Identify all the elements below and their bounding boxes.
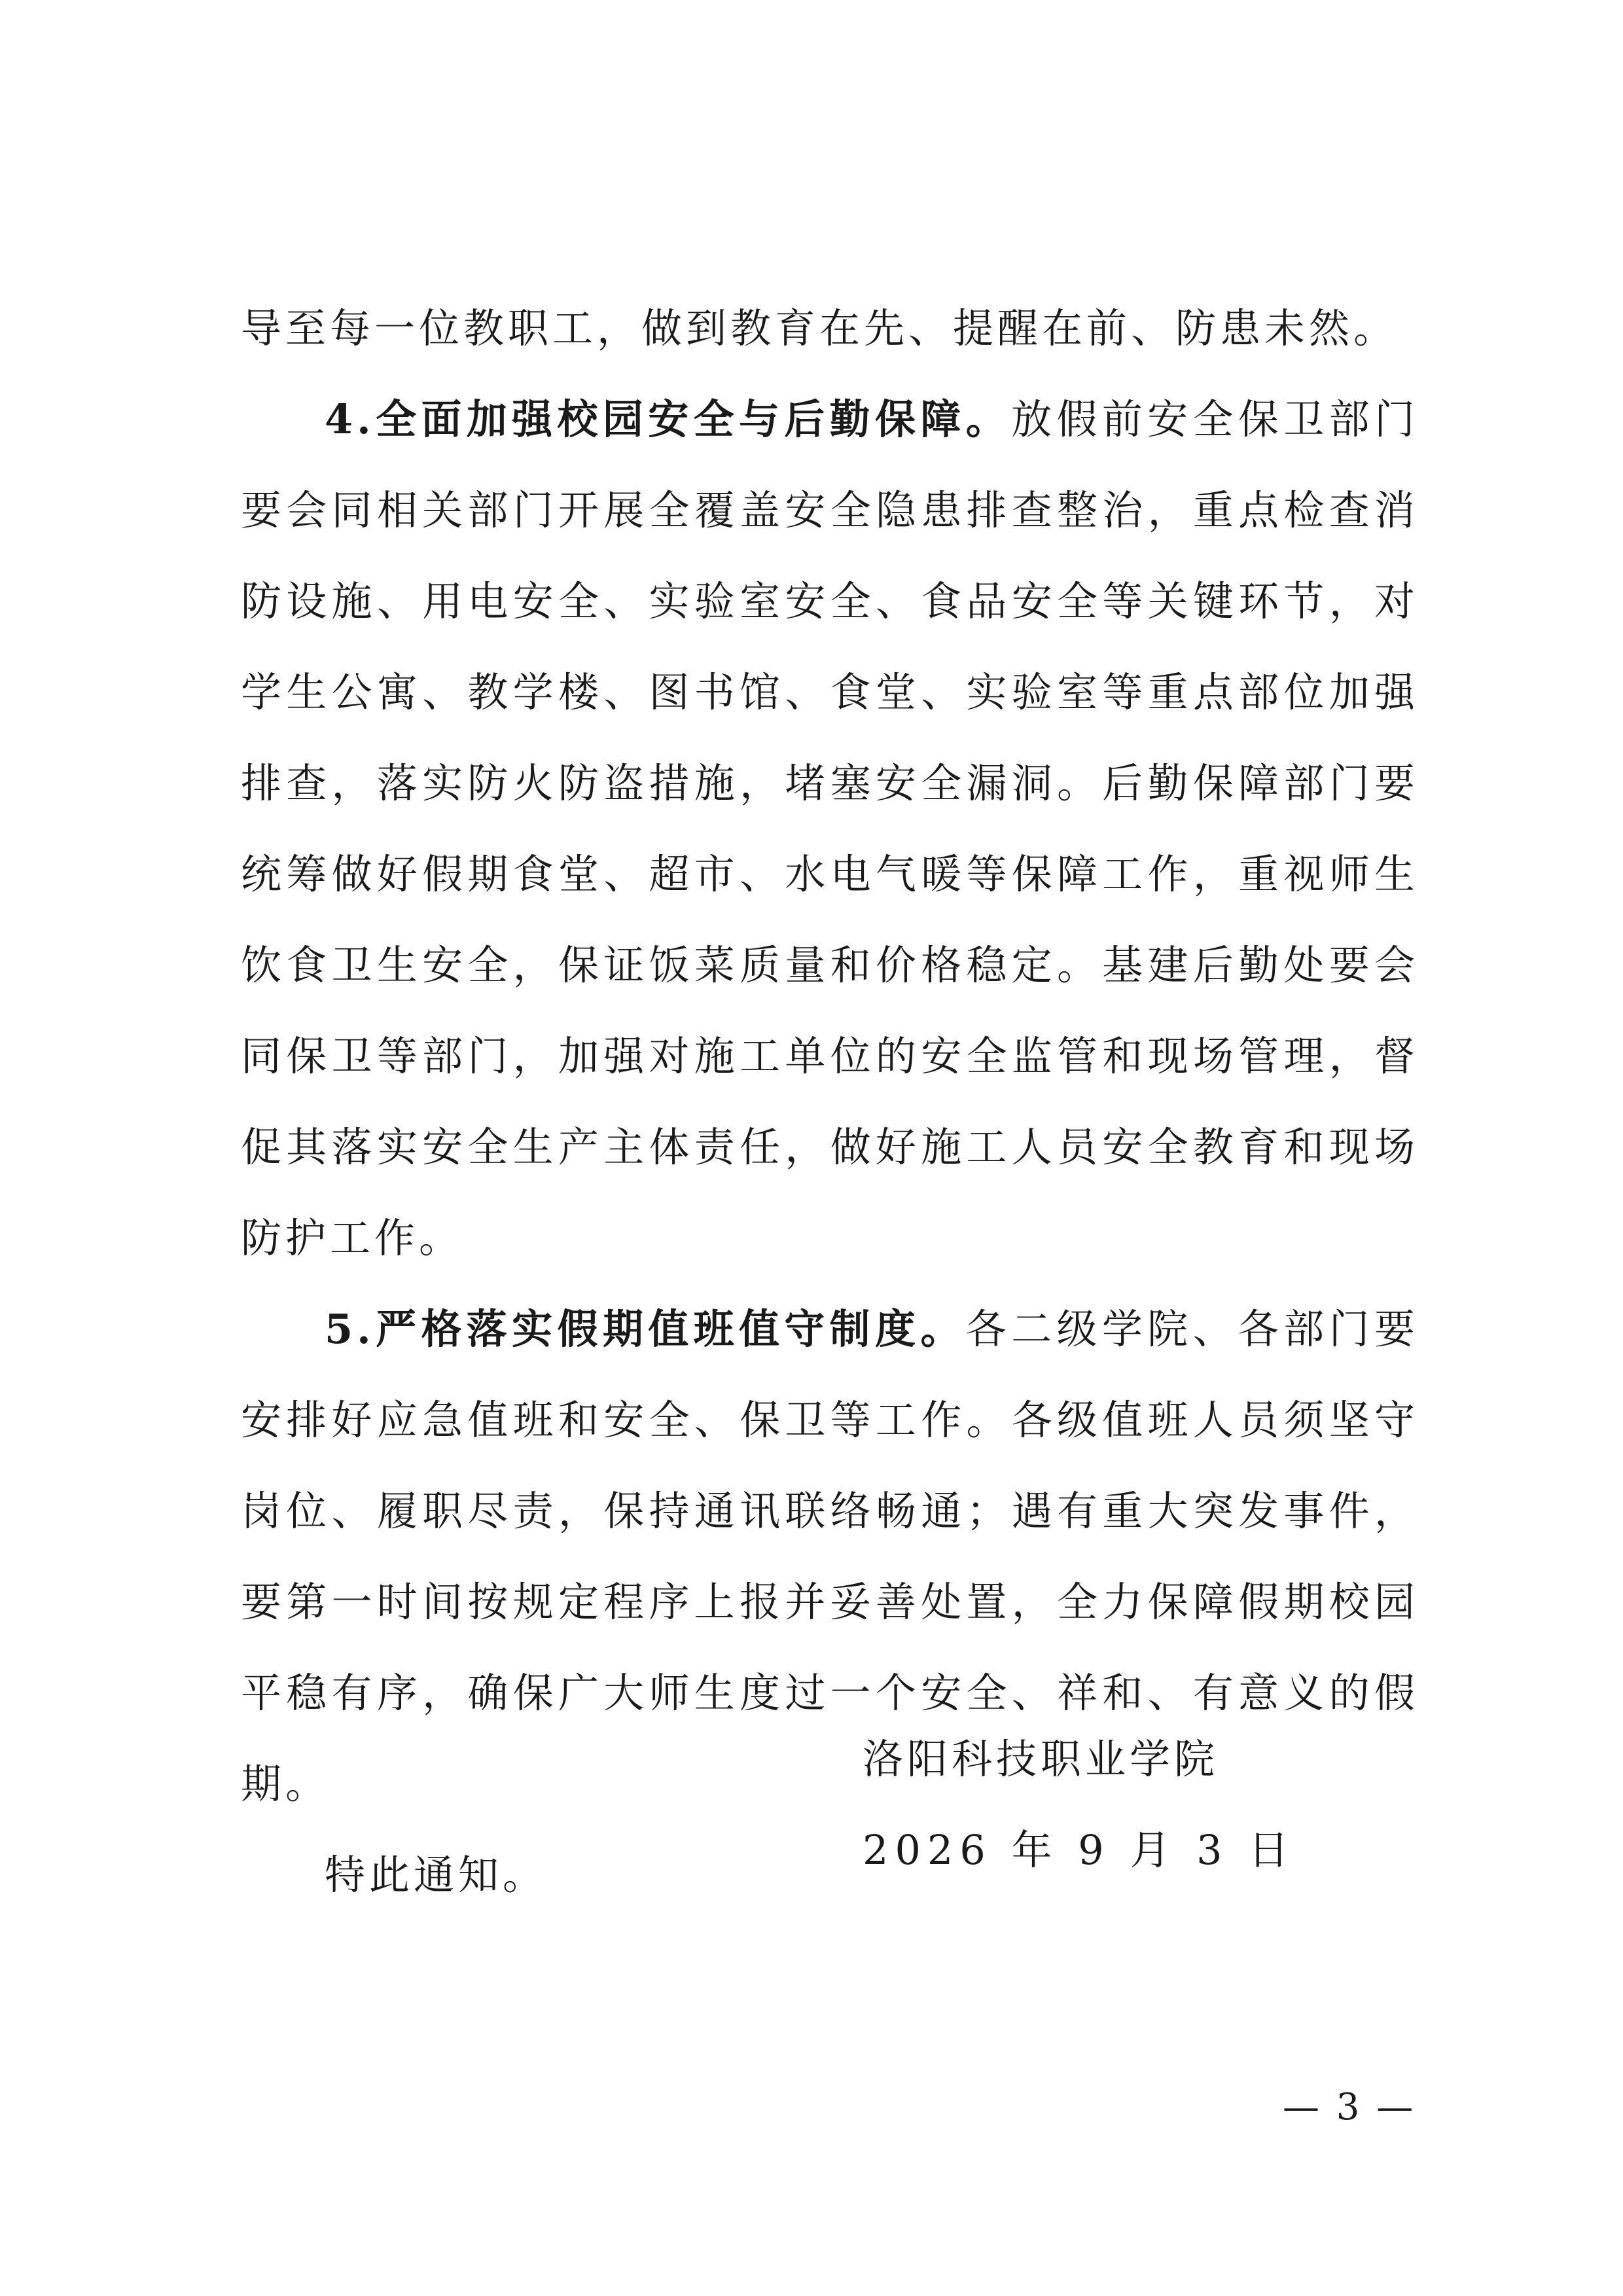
signature-block: [863, 1713, 1295, 1895]
issue-date: 2026 年 9 月 3 日: [863, 1826, 1296, 1874]
item-4-heading: 4.全面加强校园安全与后勤保障。: [325, 395, 1012, 443]
item-5-text: 各二级学院、各部门要安排好应急值班和安全、保卫等工作。各级值班人员须坚守岗位、履职尽责，保持通讯联络畅通；遇有重大突发事件，要第一时间按规定程序上报并妥善处置，全力保障假期校园平稳有序，确保广大师生度过一个安全、祥和、有意义的假期。: [241, 1305, 1419, 1808]
paragraph-continued: 导至每一位教职工，做到教育在先、提醒在前、防患未然。: [241, 304, 1399, 352]
item-5-heading: 5.严格落实假期值班值守制度。: [325, 1305, 966, 1353]
closing-text: 特此通知。: [325, 1851, 548, 1899]
item-4-paragraph: [241, 374, 1419, 1283]
issuing-organization: 洛阳科技职业学院: [863, 1735, 1219, 1783]
document-body: [241, 283, 1419, 1920]
item-4-text: 放假前安全保卫部门要会同相关部门开展全覆盖安全隐患排查整治，重点检查消防设施、用电安全、实验室安全、食品安全等关键环节，对学生公寓、教学楼、图书馆、食堂、实验室等重点部位加强排查，落实防火防盗措施，堵塞安全漏洞。后勤保障部门要统筹做好假期食堂、超市、水电气暖等保障工作，重视师生饮食卫生安全，保证饭菜质量和价格稳定。基建后勤处要会同保卫等部门，加强对施工单位的安全监管和现场管理，督促其落实安全生产主体责任，做好施工人员安全教育和现场防护工作。: [241, 395, 1419, 1262]
page-number: — 3 —: [1283, 2086, 1416, 2128]
